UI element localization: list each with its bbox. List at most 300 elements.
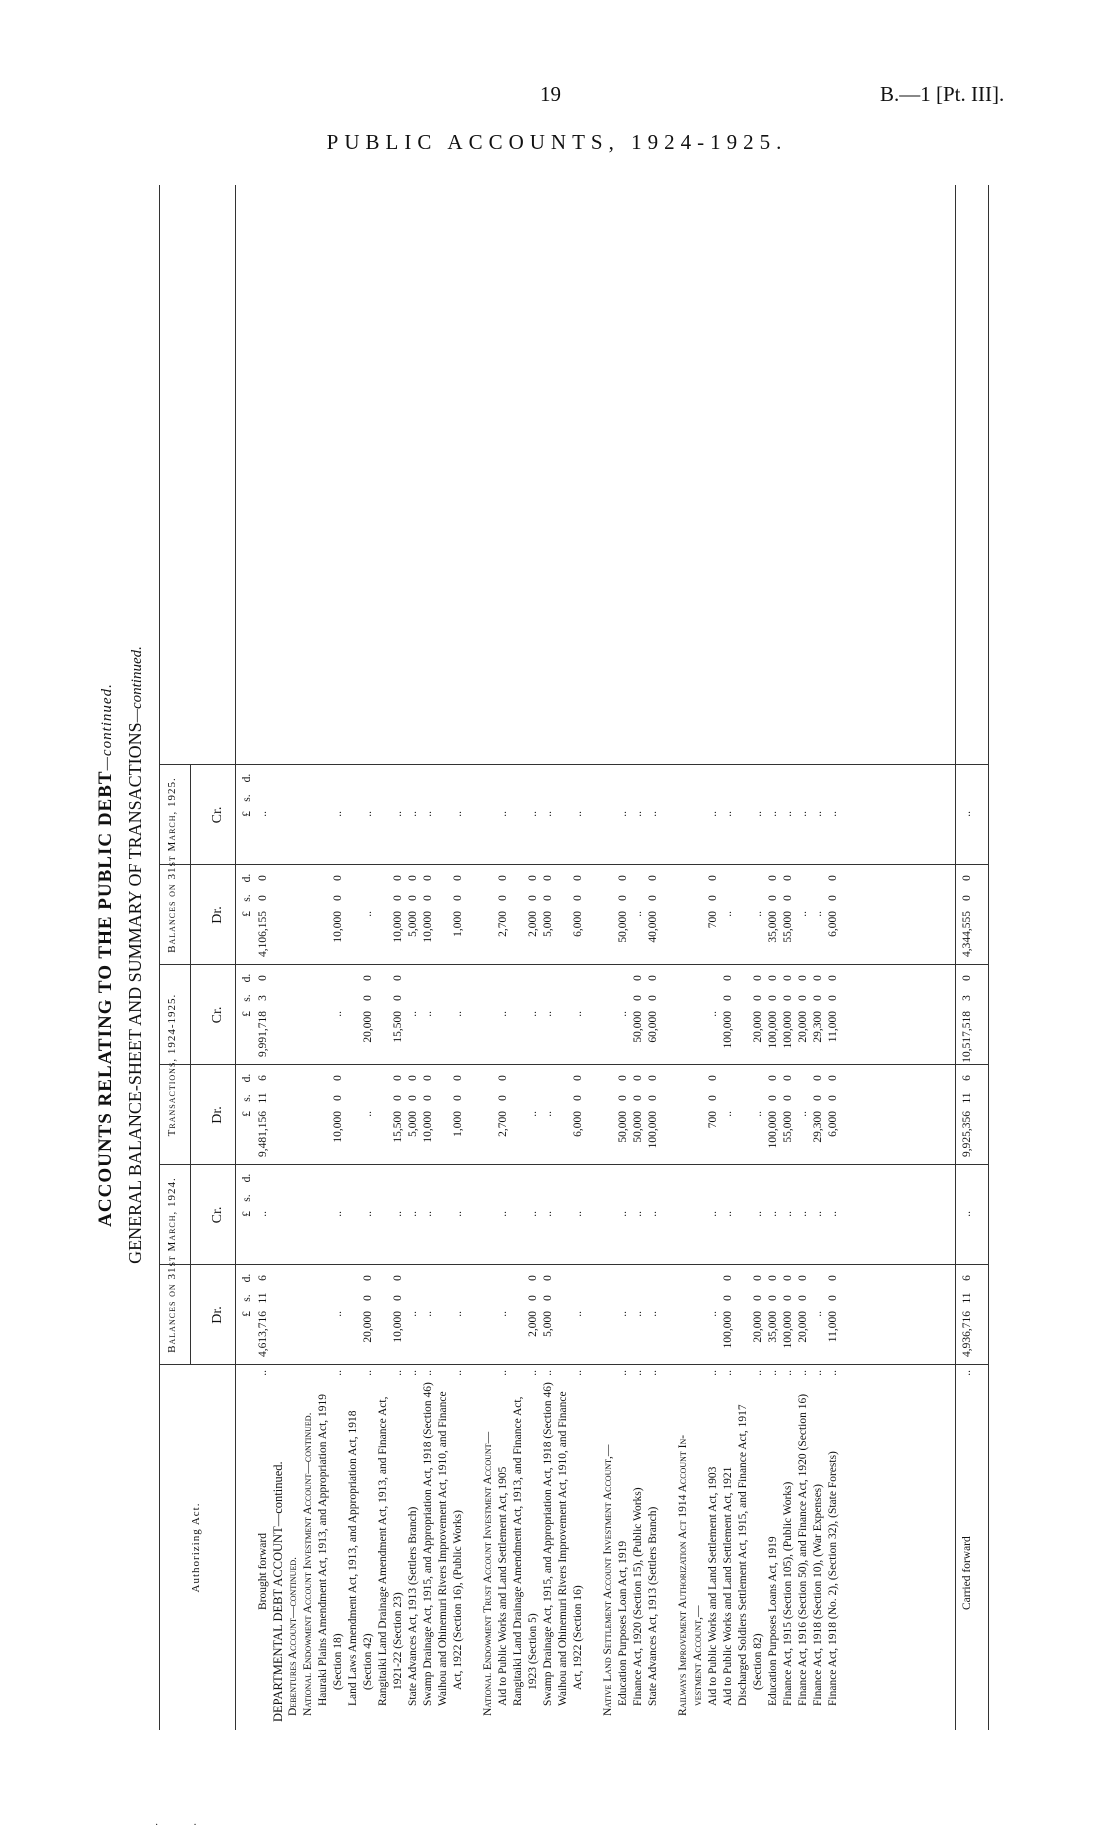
amount-pence: 0 [392,1275,404,1281]
amount-pounds: .. [572,1011,584,1017]
amount-shillings: 0 [707,895,719,901]
row-label: Discharged Soldiers Settlement Act, 1915, and Finance Act, 1917 [737,1404,749,1706]
amount-pounds: 5,000 [542,911,554,937]
amount-pounds: 2,700 [497,1111,509,1137]
page-number: 19 [540,82,561,106]
row-label: Finance Act, 1918 (Section 10), (War Expenses) [812,1484,824,1706]
amount-pounds: .. [572,1311,584,1317]
amount-pounds: .. [527,811,539,817]
table-row [511,185,525,1730]
amount-shillings: 0 [392,1095,404,1101]
amount-pence: 0 [797,975,809,981]
amount-pence: 0 [827,1275,839,1281]
header-rule [235,185,236,1730]
row-label: Rangitaiki Land Drainage Amendment Act, 1913, and Finance Act, [512,1396,524,1706]
column-rule [160,1164,988,1165]
leader-dots: .. [617,1370,629,1376]
amount-pence: 6 [257,1275,269,1281]
group-header-1925: Balances on 31st March, 1925. [166,777,178,953]
amount-pounds: 100,000 [782,1011,794,1049]
table-row [451,185,465,1730]
amount-pounds: .. [812,1311,824,1317]
amount-shillings: 0 [767,895,779,901]
leader-dots: .. [767,1370,779,1376]
amount-pounds: 20,000 [752,1311,764,1343]
amount-pounds: 100,000 [767,1011,779,1049]
amount-pounds: .. [332,1311,344,1317]
amount-pounds: .. [422,1311,434,1317]
unit-s: s. [241,1194,253,1202]
amount-shillings: 0 [827,895,839,901]
amount-pounds: 15,500 [392,1111,404,1143]
amount-pence: 0 [527,1275,539,1281]
table-row [331,185,345,1730]
amount-pounds: .. [452,1011,464,1017]
amount-pounds: 50,000 [632,1111,644,1143]
amount-pounds: 60,000 [647,1011,659,1043]
amount-pounds: 29,300 [812,1011,824,1043]
amount-pence: 0 [647,875,659,881]
amount-shillings: 0 [782,1095,794,1101]
table-row [301,185,315,1730]
amount-pounds: .. [362,811,374,817]
amount-pounds: 5,000 [407,911,419,937]
amount-shillings: 0 [961,895,973,901]
row-label: National Endowment Trust Account Investment Account— [482,1431,494,1716]
amount-shillings: 0 [542,895,554,901]
leader-dots: .. [257,1370,269,1376]
amount-pence: 0 [542,1275,554,1281]
amount-pence: 0 [632,1075,644,1081]
unit-l: £ [241,1111,253,1117]
amount-shillings: 0 [422,1095,434,1101]
row-label: Education Purposes Loans Act, 1919 [767,1536,779,1706]
row-label: (Section 18) [332,1633,344,1690]
amount-pounds: 4,936,716 [961,1311,973,1357]
row-label: (Section 82) [752,1633,764,1690]
amount-pence: 0 [827,1075,839,1081]
unit-l: £ [241,811,253,817]
amount-pounds: .. [752,1111,764,1117]
amount-pounds: .. [797,1211,809,1217]
unit-d: d. [241,873,253,883]
amount-pounds: .. [632,1211,644,1217]
table-row [676,185,690,1730]
amount-pounds: .. [362,1211,374,1217]
unit-l: £ [241,1311,253,1317]
amount-shillings: 0 [422,895,434,901]
leader-dots: .. [782,1370,794,1376]
unit-l: £ [241,1211,253,1217]
leader-dots: .. [752,1370,764,1376]
row-label: DEPARTMENTAL DEBT ACCOUNT—continued. [271,1461,285,1722]
amount-pounds: 1,000 [452,1111,464,1137]
amount-pence: 0 [407,1075,419,1081]
amount-shillings: 0 [617,1095,629,1101]
amount-shillings: 0 [527,895,539,901]
amount-pounds: .. [632,811,644,817]
amount-shillings: 0 [497,895,509,901]
table-row [541,185,555,1730]
amount-pounds: .. [407,1011,419,1017]
amount-pounds: .. [707,1011,719,1017]
amount-shillings: 0 [497,1095,509,1101]
amount-pounds: 55,000 [782,911,794,943]
amount-shillings: 0 [722,1295,734,1301]
column-rule [160,1364,988,1365]
amount-pounds: .. [617,1311,629,1317]
amount-pounds: 9,925,356 [961,1111,973,1157]
amount-shillings: 0 [797,995,809,1001]
row-label: Hauraki Plains Amendment Act, 1913, and Appropriation Act, 1919 [317,1393,329,1706]
table-row [960,185,974,1730]
amount-pounds: 11,000 [827,1011,839,1043]
amount-pounds: 100,000 [647,1111,659,1149]
leader-dots: .. [647,1370,659,1376]
leader-dots: .. [497,1370,509,1376]
amount-pounds: .. [722,911,734,917]
row-label: Carried forward [961,1536,973,1610]
amount-pounds: 9,481,156 [257,1111,269,1157]
amount-pounds: .. [542,1211,554,1217]
amount-shillings: 0 [392,995,404,1001]
amount-pounds: 100,000 [782,1311,794,1349]
table-row [316,185,330,1730]
amount-pounds: .. [707,811,719,817]
amount-shillings: 0 [782,895,794,901]
amount-shillings: 0 [632,995,644,1001]
amount-pounds: .. [782,1211,794,1217]
row-label: Finance Act, 1915 (Section 105), (Public Works) [782,1481,794,1706]
amount-pounds: 50,000 [617,1111,629,1143]
table-row [796,185,810,1730]
leader-dots: .. [797,1370,809,1376]
amount-pence: 0 [452,1075,464,1081]
amount-pence: 0 [797,1275,809,1281]
amount-pence: 0 [722,975,734,981]
amount-pounds: .. [961,1211,973,1217]
amount-shillings: 0 [572,895,584,901]
table-row [841,185,855,1730]
amount-pounds: .. [767,1211,779,1217]
amount-pounds: 29,300 [812,1111,824,1143]
row-label: Land Laws Amendment Act, 1913, and Appropriation Act, 1918 [347,1410,359,1706]
amount-shillings: 0 [452,1095,464,1101]
amount-shillings: 0 [647,1095,659,1101]
amount-pounds: .. [527,1211,539,1217]
amount-shillings: 0 [767,1095,779,1101]
row-label: Aid to Public Works and Land Settlement Act, 1903 [707,1466,719,1706]
row-label: 1921-22 (Section 23) [392,1592,404,1690]
amount-pounds: 10,000 [332,1111,344,1143]
amount-pence: 0 [827,975,839,981]
amount-shillings: 0 [782,1295,794,1301]
cr-header-1925: Cr. [210,806,225,824]
amount-pounds: .. [647,1211,659,1217]
amount-pounds: .. [392,1211,404,1217]
leader-dots: .. [362,1370,374,1376]
amount-pounds: 6,000 [827,1111,839,1137]
row-label: Act, 1922 (Section 16) [572,1585,584,1690]
amount-pence: 0 [497,1075,509,1081]
group-header-transactions: Transactions, 1924-1925. [166,993,178,1137]
amount-shillings: 0 [752,1295,764,1301]
amount-pounds: .. [572,811,584,817]
amount-pounds: 700 [707,1111,719,1129]
amount-pounds: 6,000 [827,911,839,937]
amount-pounds: 10,000 [422,911,434,943]
amount-pence: 0 [767,975,779,981]
amount-pounds: .. [422,1211,434,1217]
row-label: Swamp Drainage Act, 1915, and Appropriation Act, 1918 (Section 46) [542,1382,554,1706]
amount-pounds: 50,000 [632,1011,644,1043]
amount-pounds: .. [812,1211,824,1217]
amount-shillings: 0 [257,895,269,901]
amount-pounds: 35,000 [767,911,779,943]
amount-pounds: 10,000 [332,911,344,943]
row-label: Swamp Drainage Act, 1915, and Appropriation Act, 1918 (Section 46) [422,1382,434,1706]
unit-s: s. [241,894,253,902]
amount-pounds: .. [257,811,269,817]
amount-pounds: .. [332,1211,344,1217]
amount-shillings: 3 [961,995,973,1001]
table-row [421,185,435,1730]
amount-pounds: .. [572,1211,584,1217]
amount-shillings: 0 [332,895,344,901]
amount-pence: 0 [332,875,344,881]
row-label: Waihou and Ohinemuri Rivers Improvement Act, 1910, and Finance [437,1391,449,1706]
amount-pence: 0 [572,1075,584,1081]
row-label: State Advances Act, 1913 (Settlers Branch) [407,1506,419,1706]
rotated-table-block [95,180,1010,1730]
table-row [721,185,735,1730]
amount-pounds: .. [617,811,629,817]
amount-pence: 0 [782,1075,794,1081]
amount-shillings: 0 [827,1295,839,1301]
amount-shillings: 11 [961,1292,973,1304]
amount-pence: 0 [632,975,644,981]
amount-shillings: 0 [797,1295,809,1301]
amount-pence: 6 [257,1075,269,1081]
amount-pounds: .. [257,1211,269,1217]
amount-pounds: 40,000 [647,911,659,943]
row-label: Brought forward [257,1533,269,1610]
amount-pounds: .. [362,1111,374,1117]
table-row [496,185,510,1730]
unit-d: d. [241,773,253,783]
table-row [406,185,420,1730]
leader-dots: .. [332,1370,344,1376]
amount-pence: 0 [782,875,794,881]
leader-dots: .. [392,1370,404,1376]
leader-dots: .. [452,1370,464,1376]
amount-pence: 0 [767,875,779,881]
amount-shillings: 0 [632,1095,644,1101]
document-code: B.—1 [Pt. III]. [880,82,1005,106]
table-row [556,185,570,1730]
amount-shillings: 0 [362,995,374,1001]
row-label: Finance Act, 1920 (Section 15), (Public Works) [632,1487,644,1706]
amount-pence: 0 [257,975,269,981]
amount-pence: 0 [572,875,584,881]
amount-pence: 0 [422,1075,434,1081]
row-label: Finance Act, 1916 (Section 50), and Finance Act, 1920 (Section 16) [797,1393,809,1706]
amount-pounds: 4,344,555 [961,911,973,957]
row-label: Aid to Public Works and Land Settlement Act, 1905 [497,1466,509,1706]
amount-pounds: .. [797,911,809,917]
table-row [616,185,630,1730]
amount-shillings: 0 [542,1295,554,1301]
amount-pounds: 1,000 [452,911,464,937]
amount-pounds: .. [752,911,764,917]
amount-pounds: .. [332,811,344,817]
row-label: Education Purposes Loan Act, 1919 [617,1540,629,1706]
amount-shillings: 3 [257,995,269,1001]
amount-pence: 0 [257,875,269,881]
amount-shillings: 0 [782,995,794,1001]
scan-specks: · · [155,1820,197,1831]
amount-pounds: 20,000 [362,1311,374,1343]
amount-pounds: .. [362,911,374,917]
amount-shillings: 0 [392,1295,404,1301]
table-row [691,185,705,1730]
amount-pence: 0 [827,875,839,881]
amount-pounds: .. [632,911,644,917]
amount-shillings: 11 [961,1092,973,1104]
units-row [240,185,254,1730]
amount-pounds: .. [827,1211,839,1217]
row-label: Rangitaiki Land Drainage Amendment Act, 1913, and Finance Act, [377,1396,389,1706]
leader-dots: .. [632,1370,644,1376]
amount-pence: 0 [392,875,404,881]
amount-pounds: 2,000 [527,1311,539,1337]
amount-pence: 0 [647,1075,659,1081]
amount-pence: 0 [527,875,539,881]
amount-pounds: 9,991,718 [257,1011,269,1057]
amount-shillings: 0 [707,1095,719,1101]
amount-shillings: 0 [722,995,734,1001]
amount-pence: 0 [752,975,764,981]
table-row [586,185,600,1730]
amount-pounds: .. [452,1311,464,1317]
amount-pounds: 10,517,518 [961,1011,973,1063]
table-row [481,185,495,1730]
amount-pence: 0 [392,1075,404,1081]
row-label: Native Land Settlement Account Investment Account,— [602,1444,614,1716]
amount-pounds: 100,000 [767,1111,779,1149]
table-row [526,185,540,1730]
table-row [256,185,270,1730]
amount-pounds: 10,000 [392,911,404,943]
unit-l: £ [241,911,253,917]
table-row [736,185,750,1730]
amount-pounds: .. [752,1211,764,1217]
table-row [661,185,675,1730]
table-row [436,185,450,1730]
amount-shillings: 0 [407,1095,419,1101]
amount-pounds: .. [707,1211,719,1217]
table-row [646,185,660,1730]
amount-shillings: 0 [827,1095,839,1101]
amount-pence: 0 [542,875,554,881]
dr-header-transactions: Dr. [210,1106,225,1124]
amount-shillings: 0 [527,1295,539,1301]
column-rule [160,864,988,865]
amount-pounds: .. [422,811,434,817]
amount-pounds: .. [452,1211,464,1217]
amount-pounds: 10,000 [422,1111,434,1143]
amount-pounds: .. [827,811,839,817]
amount-pounds: .. [407,811,419,817]
unit-d: d. [241,1073,253,1083]
amount-pence: 0 [452,875,464,881]
unit-d: d. [241,973,253,983]
amount-pence: 6 [961,1275,973,1281]
table-row [361,185,375,1730]
amount-pence: 0 [767,1275,779,1281]
amount-pence: 0 [617,875,629,881]
table-row [781,185,795,1730]
balance-sheet-table [159,185,989,1730]
column-rule [160,964,988,965]
table-row [631,185,645,1730]
group-header-1924: Balances on 31st March, 1924. [166,1177,178,1353]
authorizing-act-header: Authorizing Act. [190,1502,202,1593]
table-row [826,185,840,1730]
amount-shillings: 0 [362,1295,374,1301]
amount-pounds: 20,000 [752,1011,764,1043]
leader-dots: .. [827,1370,839,1376]
amount-pence: 0 [767,1075,779,1081]
unit-d: d. [241,1173,253,1183]
amount-pounds: 6,000 [572,911,584,937]
row-label: Act, 1922 (Section 16), (Public Works) [452,1510,464,1690]
amount-pounds: .. [497,1011,509,1017]
cr-header-transactions: Cr. [210,1006,225,1024]
amount-pence: 0 [332,1075,344,1081]
amount-pence: 0 [722,1275,734,1281]
amount-shillings: 0 [752,995,764,1001]
row-label: Aid to Public Works and Land Settlement Act, 1921 [722,1466,734,1706]
amount-pounds: .. [542,1111,554,1117]
leader-dots: .. [572,1370,584,1376]
amount-pence: 0 [392,975,404,981]
amount-pounds: .. [617,1011,629,1017]
column-rule [160,1264,988,1265]
amount-shillings: 0 [812,1095,824,1101]
row-label: vestment Account,— [692,1605,704,1706]
amount-pence: 0 [407,875,419,881]
table-row [571,185,585,1730]
table-row [376,185,390,1730]
amount-pounds: .. [497,1211,509,1217]
amount-pounds: .. [392,811,404,817]
amount-pounds: .. [812,811,824,817]
amount-pounds: .. [797,811,809,817]
amount-pence: 0 [812,975,824,981]
amount-pounds: .. [722,811,734,817]
column-rule [160,1064,988,1065]
amount-pounds: .. [407,1211,419,1217]
amount-shillings: 0 [572,1095,584,1101]
table-row [271,185,285,1730]
amount-pounds: .. [617,1211,629,1217]
amount-pounds: 4,106,155 [257,911,269,957]
leader-dots: .. [542,1370,554,1376]
dr-header-1924: Dr. [210,1306,225,1324]
amount-pence: 6 [961,1075,973,1081]
amount-pounds: .. [542,811,554,817]
